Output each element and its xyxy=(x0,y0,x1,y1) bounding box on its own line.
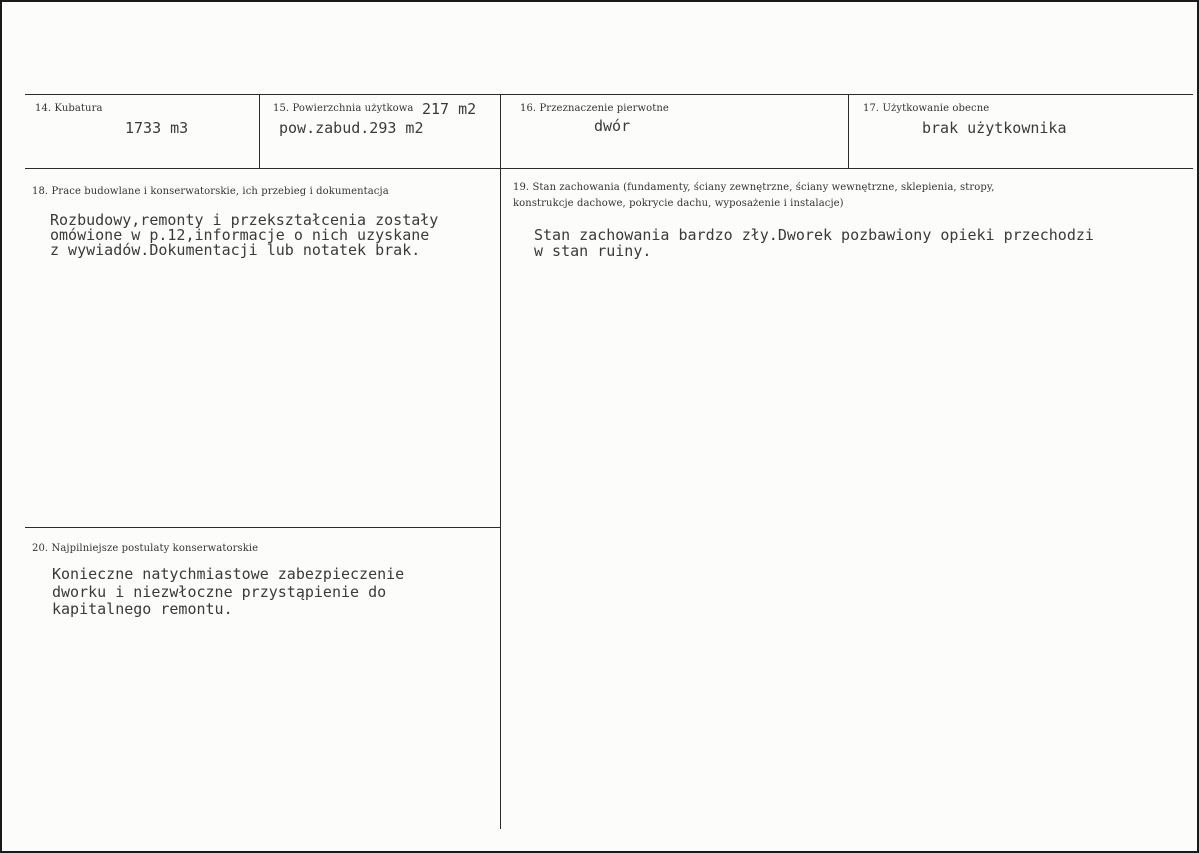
col-divider-1 xyxy=(259,94,260,169)
field-15-label: 15. Powierzchnia użytkowa xyxy=(273,103,414,114)
field-19-line-2: w stan ruiny. xyxy=(534,242,652,260)
top-rule xyxy=(25,94,1193,95)
field-19-label-line-1: 19. Stan zachowania (fundamenty, ściany zewnętrzne, ściany wewnętrzne, sklepienia, stropy, xyxy=(513,182,995,193)
field-18-label: 18. Prace budowlane i konserwatorskie, ich przebieg i dokumentacja xyxy=(32,186,389,197)
field-17-value: brak użytkownika xyxy=(922,119,1067,137)
field-19-line-1: Stan zachowania bardzo zły.Dworek pozbawiony opieki przechodzi xyxy=(534,226,1094,244)
col-divider-3 xyxy=(848,94,849,169)
field-20-line-2: dworku i niezwłoczne przystąpienie do xyxy=(52,583,387,601)
row-divider xyxy=(25,168,1193,169)
field-17-label: 17. Użytkowanie obecne xyxy=(863,103,990,114)
col-divider-2 xyxy=(500,94,501,829)
field-15-inline-value: 217 m2 xyxy=(422,100,477,118)
field-15-value: pow.zabud.293 m2 xyxy=(279,119,424,137)
field-20-label: 20. Najpilniejsze postulaty konserwatorskie xyxy=(32,543,259,554)
field-19-label-line-2: konstrukcje dachowe, pokrycie dachu, wyposażenie i instalacje) xyxy=(513,198,844,209)
field-18-line-1: Rozbudowy,remonty i przekształcenia zostały xyxy=(50,211,439,229)
section-divider xyxy=(25,527,500,528)
field-20-line-3: kapitalnego remontu. xyxy=(52,600,233,618)
field-20-line-1: Konieczne natychmiastowe zabezpieczenie xyxy=(52,565,405,583)
field-16-value: dwór xyxy=(594,117,631,135)
field-14-value: 1733 m3 xyxy=(125,119,189,137)
field-16-label: 16. Przeznaczenie pierwotne xyxy=(520,103,669,114)
field-18-line-3: z wywiadów.Dokumentacji lub notatek brak. xyxy=(50,241,421,259)
form-card xyxy=(2,2,1197,851)
field-14-label: 14. Kubatura xyxy=(35,103,103,114)
field-18-line-2: omówione w p.12,informacje o nich uzyskane xyxy=(50,226,430,244)
